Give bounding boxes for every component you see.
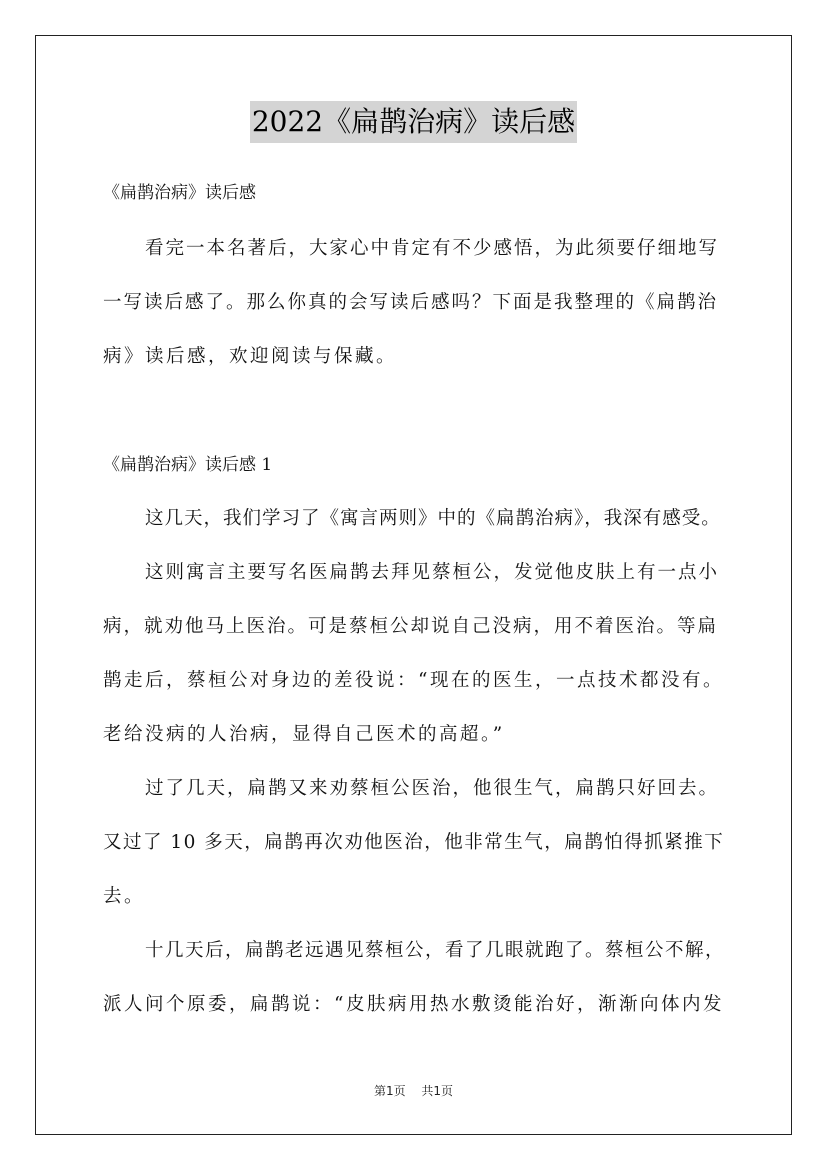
intro-line-2: 一写读后感了。那么你真的会写读后感吗？下面是我整理的《扁鹊治: [103, 292, 719, 313]
paragraph-3-line-2: 又过了 10 多天，扁鹊再次劝他医治，他非常生气，扁鹊怕得抓紧推下: [103, 832, 725, 853]
paragraph-2-line-2: 病，就劝他马上医治。可是蔡桓公却说自己没病，用不着医治。等扁: [103, 616, 719, 637]
section-heading: 《扁鹊治病》读后感 1: [103, 455, 273, 475]
intro-line-1: 看完一本名著后，大家心中肯定有不少感悟，为此须要仔细地写: [145, 238, 720, 259]
paragraph-3-line-1: 过了几天，扁鹊又来劝蔡桓公医治，他很生气，扁鹊只好回去。: [145, 778, 720, 799]
document-title: [0, 101, 827, 143]
page-number: 第1页: [373, 1084, 406, 1098]
paragraph-2-line-4: 老给没病的人治病，显得自己医术的高超。”: [103, 724, 505, 745]
paragraph-4-line-2: 派人问个原委，扁鹊说：“皮肤病用热水敷烫能治好，渐渐向体内发: [103, 994, 724, 1015]
page-total: 共1页: [421, 1084, 454, 1098]
intro-heading: 《扁鹊治病》读后感: [103, 183, 256, 203]
intro-line-3: 病》读后感，欢迎阅读与保藏。: [103, 346, 398, 367]
paragraph-3-line-3: 去。: [103, 886, 146, 907]
document-title-text: 2022《扁鹊治病》读后感: [250, 101, 577, 143]
paragraph-2-line-3: 鹊走后，蔡桓公对身边的差役说：“现在的医生，一点技术都没有。: [103, 670, 724, 691]
paragraph-1-line-1: 这几天，我们学习了《寓言两则》中的《扁鹊治病》，我深有感受。: [145, 508, 721, 529]
paragraph-4-line-1: 十几天后，扁鹊老远遇见蔡桓公，看了几眼就跑了。蔡桓公不解，: [145, 940, 726, 961]
paragraph-2-line-1: 这则寓言主要写名医扁鹊去拜见蔡桓公，发觉他皮肤上有一点小: [145, 562, 720, 583]
page-footer: [0, 1082, 827, 1099]
